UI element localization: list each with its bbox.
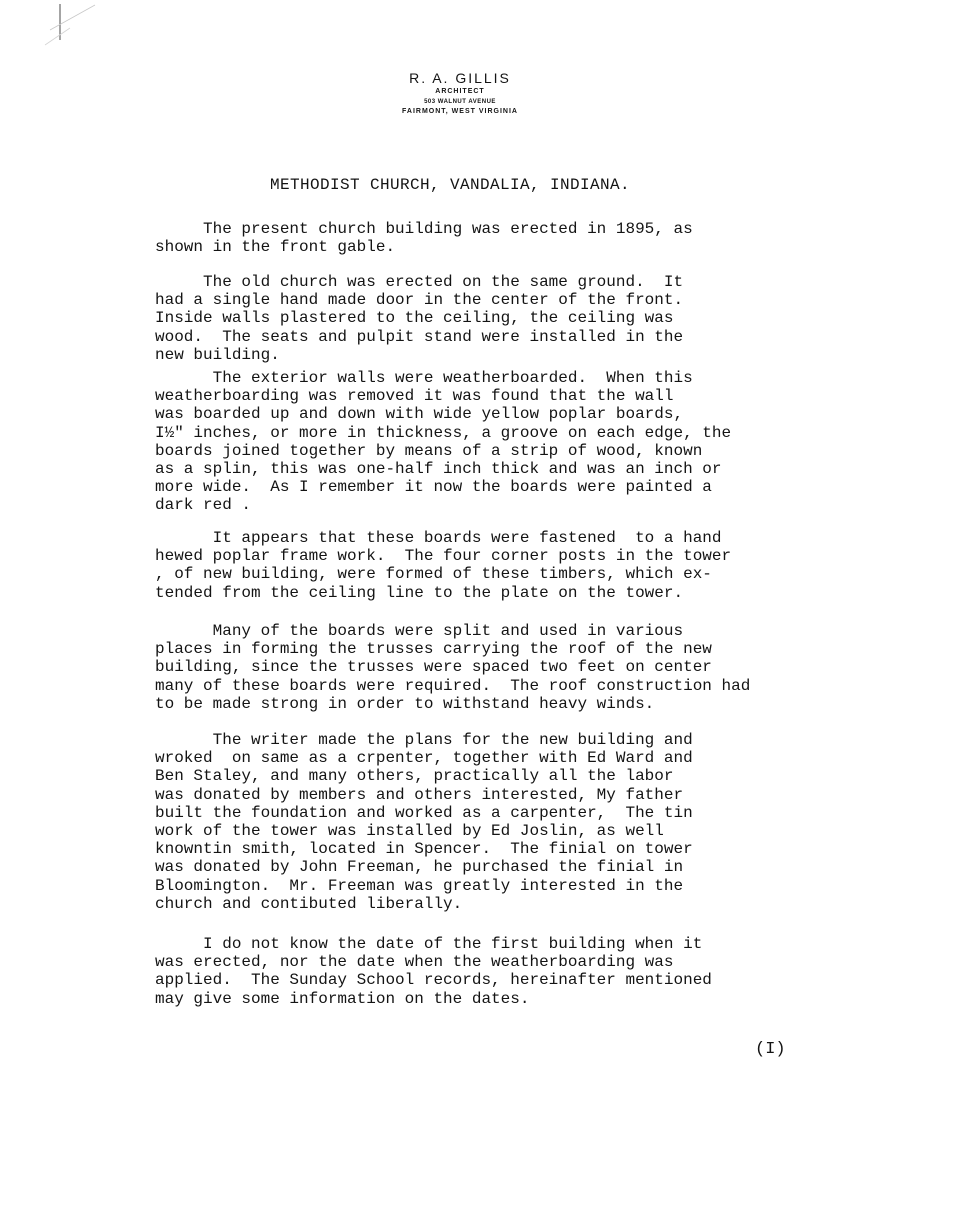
text-line: The present church building was erected in 1895, as bbox=[155, 220, 693, 238]
letterhead bbox=[300, 70, 620, 117]
text-line: hewed poplar frame work. The four corner posts in the tower bbox=[155, 547, 732, 566]
text-line: places in forming the trusses carrying the roof of the new bbox=[155, 640, 712, 659]
text-line: was donated by members and others interested, My father bbox=[155, 785, 684, 804]
text-line: work of the tower was installed by Ed Joslin, as well bbox=[155, 821, 664, 840]
text-line: Many of the boards were split and used in various bbox=[155, 622, 684, 640]
paragraph-5 bbox=[155, 622, 875, 713]
letterhead-name: R. A. GILLIS bbox=[409, 70, 511, 86]
text-line: dark red . bbox=[155, 496, 252, 515]
text-line: Ben Staley, and many others, practically all the labor bbox=[155, 767, 674, 786]
text-line: building, since the trusses were spaced two feet on center bbox=[155, 658, 712, 677]
text-line: knowntin smith, located in Spencer. The finial on tower bbox=[155, 840, 693, 859]
text-line: I½" inches, or more in thickness, a groove on each edge, the bbox=[155, 423, 732, 442]
letterhead-title: ARCHITECT bbox=[435, 88, 485, 95]
text-line: wroked on same as a crpenter, together with Ed Ward and bbox=[155, 749, 693, 768]
paragraph-2 bbox=[155, 273, 875, 364]
letterhead-city: FAIRMONT, WEST VIRGINIA bbox=[402, 108, 518, 115]
text-line: I do not know the date of the first building when it bbox=[155, 935, 703, 953]
text-line: Bloomington. Mr. Freeman was greatly interested in the bbox=[155, 876, 684, 895]
text-line: was boarded up and down with wide yellow poplar boards, bbox=[155, 405, 684, 424]
letterhead-address: 503 WALNUT AVENUE bbox=[424, 99, 496, 105]
text-line: The writer made the plans for the new building and bbox=[155, 731, 693, 749]
text-line: had a single hand made door in the center of the front. bbox=[155, 291, 684, 310]
text-line: Inside walls plastered to the ceiling, the ceiling was bbox=[155, 309, 674, 328]
text-line: as a splin, this was one-half inch thick and was an inch or bbox=[155, 459, 722, 478]
text-line: weatherboarding was removed it was found that the wall bbox=[155, 387, 674, 406]
text-line: It appears that these boards were fastened to a hand bbox=[155, 529, 722, 547]
text-line: tended from the ceiling line to the plate on the tower. bbox=[155, 583, 684, 602]
text-line: boards joined together by means of a strip of wood, known bbox=[155, 441, 703, 460]
text-line: applied. The Sunday School records, hereinafter mentioned bbox=[155, 971, 712, 990]
paragraph-3 bbox=[155, 369, 875, 515]
document-title: METHODIST CHURCH, VANDALIA, INDIANA. bbox=[270, 176, 631, 194]
paper-scuff-mark bbox=[40, 0, 110, 60]
text-line: , of new building, were formed of these timbers, which ex- bbox=[155, 565, 712, 584]
page-number: (I) bbox=[755, 1040, 786, 1059]
paragraph-4 bbox=[155, 529, 875, 602]
paragraph-6 bbox=[155, 731, 875, 913]
text-line: church and contibuted liberally. bbox=[155, 894, 463, 913]
text-line: built the foundation and worked as a carpenter, The tin bbox=[155, 803, 693, 822]
text-line: to be made strong in order to withstand heavy winds. bbox=[155, 694, 655, 713]
text-line: many of these boards were required. The roof construction had bbox=[155, 676, 751, 695]
text-line: The exterior walls were weatherboarded. When this bbox=[155, 369, 693, 387]
text-line: shown in the front gable. bbox=[155, 238, 396, 257]
paragraph-1 bbox=[155, 220, 875, 256]
text-line: new building. bbox=[155, 345, 280, 364]
text-line: was donated by John Freeman, he purchased the finial in bbox=[155, 858, 684, 877]
text-line: may give some information on the dates. bbox=[155, 989, 530, 1008]
text-line: was erected, nor the date when the weatherboarding was bbox=[155, 953, 674, 972]
text-line: wood. The seats and pulpit stand were installed in the bbox=[155, 327, 684, 346]
text-line: The old church was erected on the same ground. It bbox=[155, 273, 684, 291]
paragraph-7 bbox=[155, 935, 875, 1008]
text-line: more wide. As I remember it now the boards were painted a bbox=[155, 478, 712, 497]
